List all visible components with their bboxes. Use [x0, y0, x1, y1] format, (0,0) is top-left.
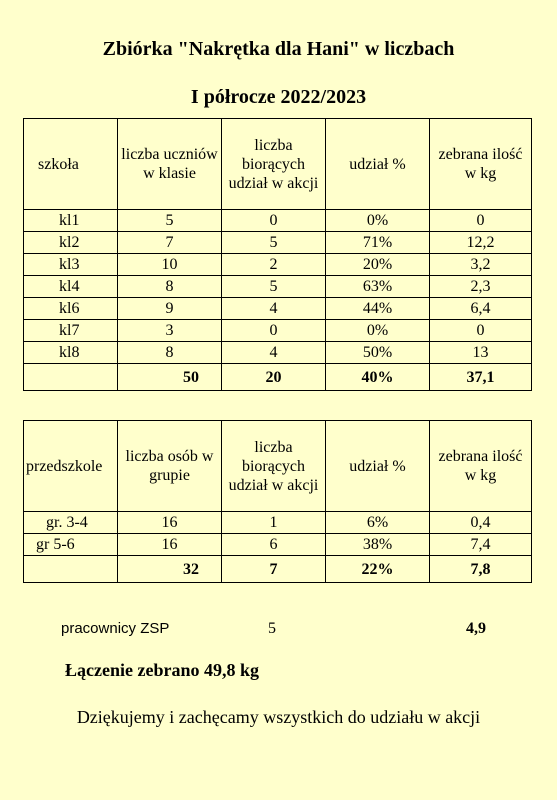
table-cell: kl4 [24, 276, 118, 298]
table-cell: 1 [222, 512, 326, 534]
table-cell: 0 [430, 210, 532, 232]
table-cell: 50% [326, 342, 430, 364]
table-cell: 7 [222, 556, 326, 583]
table-cell: 37,1 [430, 364, 532, 391]
table-cell: 7,4 [430, 534, 532, 556]
table-cell: 8 [118, 342, 222, 364]
thanks-message: Dziękujemy i zachęcamy wszystkich do udziału w akcji [76, 707, 481, 727]
table-total-row [24, 364, 532, 391]
table-cell: 0,4 [430, 512, 532, 534]
table-row [24, 276, 532, 298]
table-cell: 9 [118, 298, 222, 320]
table-cell: 50 [118, 364, 222, 391]
header-cell: liczba osób w grupie [118, 421, 222, 512]
table-header-row [24, 119, 532, 210]
table-cell: 32 [118, 556, 222, 583]
table-cell [24, 364, 118, 391]
table-cell: gr. 3-4 [24, 512, 118, 534]
table-cell: 10 [118, 254, 222, 276]
table-cell: kl3 [24, 254, 118, 276]
header-cell: udział % [326, 119, 430, 210]
table-cell: kl6 [24, 298, 118, 320]
table-cell: 6% [326, 512, 430, 534]
header-cell: liczba biorących udział w akcji [222, 421, 326, 512]
table-cell: 6,4 [430, 298, 532, 320]
table-cell: kl8 [24, 342, 118, 364]
table-cell: kl1 [24, 210, 118, 232]
table-cell: 8 [118, 276, 222, 298]
table-cell: 0% [326, 210, 430, 232]
table-cell: 13 [430, 342, 532, 364]
table-row [24, 512, 532, 534]
table-row [24, 210, 532, 232]
table-cell: kl2 [24, 232, 118, 254]
table-cell: 20 [222, 364, 326, 391]
table-cell: 4 [222, 342, 326, 364]
table-cell: 6 [222, 534, 326, 556]
table-row [24, 254, 532, 276]
table-header-row [24, 421, 532, 512]
table-cell: 0% [326, 320, 430, 342]
table-cell: 0 [222, 210, 326, 232]
header-cell: szkoła [24, 119, 118, 210]
table-cell: 16 [118, 512, 222, 534]
table-cell: 38% [326, 534, 430, 556]
table-cell: 5 [222, 276, 326, 298]
table-cell: 63% [326, 276, 430, 298]
table-cell: 2 [222, 254, 326, 276]
table-cell: 0 [430, 320, 532, 342]
table-row [24, 534, 532, 556]
table-cell: 7 [118, 232, 222, 254]
table-cell: 3,2 [430, 254, 532, 276]
table-cell: 5 [118, 210, 222, 232]
table-cell [24, 556, 118, 583]
table-cell: 12,2 [430, 232, 532, 254]
table-cell: 7,8 [430, 556, 532, 583]
school-table [23, 118, 532, 391]
header-cell: zebrana ilość w kg [430, 421, 532, 512]
staff-label: pracownicy ZSP [61, 620, 170, 637]
header-cell: liczba biorących udział w akcji [222, 119, 326, 210]
table-cell: 5 [222, 232, 326, 254]
table-row [24, 320, 532, 342]
table-cell: 4 [222, 298, 326, 320]
staff-kg: 4,9 [466, 620, 486, 637]
staff-count: 5 [268, 620, 276, 637]
header-cell: udział % [326, 421, 430, 512]
table-total-row [24, 556, 532, 583]
table-row [24, 298, 532, 320]
header-cell: zebrana ilość w kg [430, 119, 532, 210]
table-cell: kl7 [24, 320, 118, 342]
table-cell: 71% [326, 232, 430, 254]
table-cell: gr 5-6 [24, 534, 118, 556]
table-cell: 44% [326, 298, 430, 320]
table-cell: 3 [118, 320, 222, 342]
table-cell: 20% [326, 254, 430, 276]
header-cell: przedszkole [24, 421, 118, 512]
table-cell: 22% [326, 556, 430, 583]
preschool-table [23, 420, 532, 583]
table-row [24, 232, 532, 254]
table-cell: 16 [118, 534, 222, 556]
table-cell: 0 [222, 320, 326, 342]
table-row [24, 342, 532, 364]
table-cell: 40% [326, 364, 430, 391]
total-collected: Łączenie zebrano 49,8 kg [65, 660, 259, 680]
header-cell: liczba uczniów w klasie [118, 119, 222, 210]
page-title: Zbiórka "Nakrętka dla Hani" w liczbach [102, 38, 455, 60]
page-subtitle: I półrocze 2022/2023 [190, 86, 367, 108]
table-cell: 2,3 [430, 276, 532, 298]
